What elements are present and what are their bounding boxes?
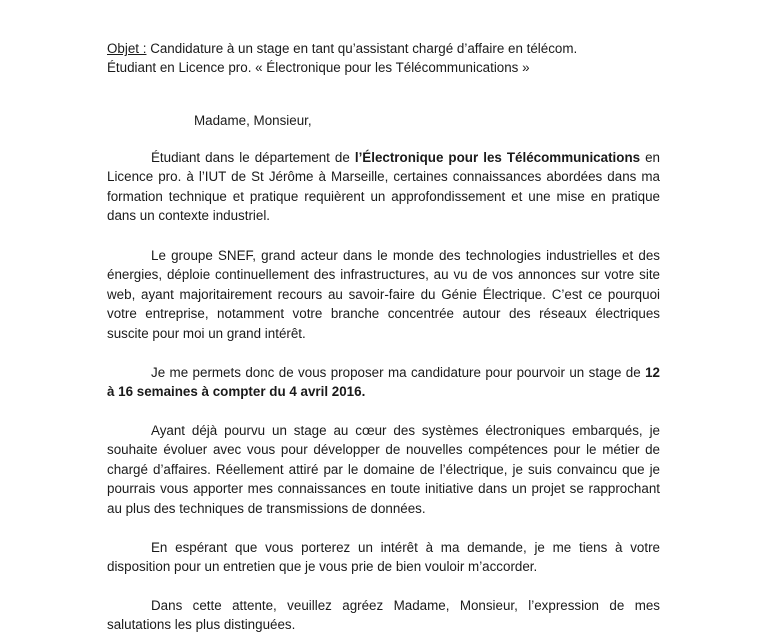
paragraph-3-text: Je me permets donc de vous proposer ma candidature pour pourvoir un stage de bbox=[151, 365, 646, 380]
paragraph-1-bold: l’Électronique pour les Télécommunications bbox=[354, 150, 641, 165]
paragraph-2-text: Le groupe SNEF, grand acteur dans le monde des technologies industrielles et des énergies, déploie continuellement des infrastructures, au vu de vos annonces sur votre site web, ayant majoritairement recours au savoir-faire du Génie Électrique. C’est ce pourquoi votre entreprise, notamment votre branche concentrée autour des réseaux électriques suscite pour moi un grand intérêt. bbox=[107, 248, 660, 341]
paragraph-1-intro: Étudiant dans le département de bbox=[151, 150, 355, 165]
subject-text: Candidature à un stage en tant qu’assistant chargé d’affaire en télécom. bbox=[150, 41, 578, 56]
subject-line-2: Étudiant en Licence pro. « Électronique pour les Télécommunications » bbox=[107, 60, 530, 76]
subject-label: Objet : bbox=[107, 41, 147, 56]
subject-block bbox=[107, 39, 667, 78]
paragraph-6 bbox=[107, 596, 660, 635]
salutation: Madame, Monsieur, bbox=[194, 113, 312, 128]
subject-line-1 bbox=[107, 39, 667, 58]
paragraph-4 bbox=[107, 421, 660, 518]
paragraph-1 bbox=[107, 148, 660, 226]
paragraph-3 bbox=[107, 363, 660, 402]
paragraph-5-text: En espérant que vous porterez un intérêt à ma demande, je me tiens à votre disposition pour un entretien que je vous prie de bien vouloir m’accorder. bbox=[107, 540, 660, 575]
paragraph-4-text: Ayant déjà pourvu un stage au cœur des systèmes électroniques embarqués, je souhaite évoluer avec vous pour développer de nouvelles compétences pour le métier de chargé d’affaires. Réellement attiré par le domaine de l’électrique, je suis convaincu que je pourrais vous apporter mes connaissances en toute initiative dans un projet se rapprochant au plus des techniques de transmissions de données. bbox=[107, 423, 660, 516]
paragraph-5 bbox=[107, 538, 660, 577]
paragraph-2 bbox=[107, 246, 660, 343]
paragraph-3-bold: 12 à 16 semaines à compter du 4 avril 2016. bbox=[107, 365, 660, 400]
paragraph-6-text: Dans cette attente, veuillez agréez Madame, Monsieur, l’expression de mes salutations les plus distinguées. bbox=[107, 598, 660, 633]
paragraph-1-rest: en Licence pro. à l’IUT de St Jérôme à Marseille, certaines connaissances abordées dans ma formation technique et pratique requièrent un approfondissement et une mise en pratique dans un contexte industriel. bbox=[107, 150, 661, 224]
